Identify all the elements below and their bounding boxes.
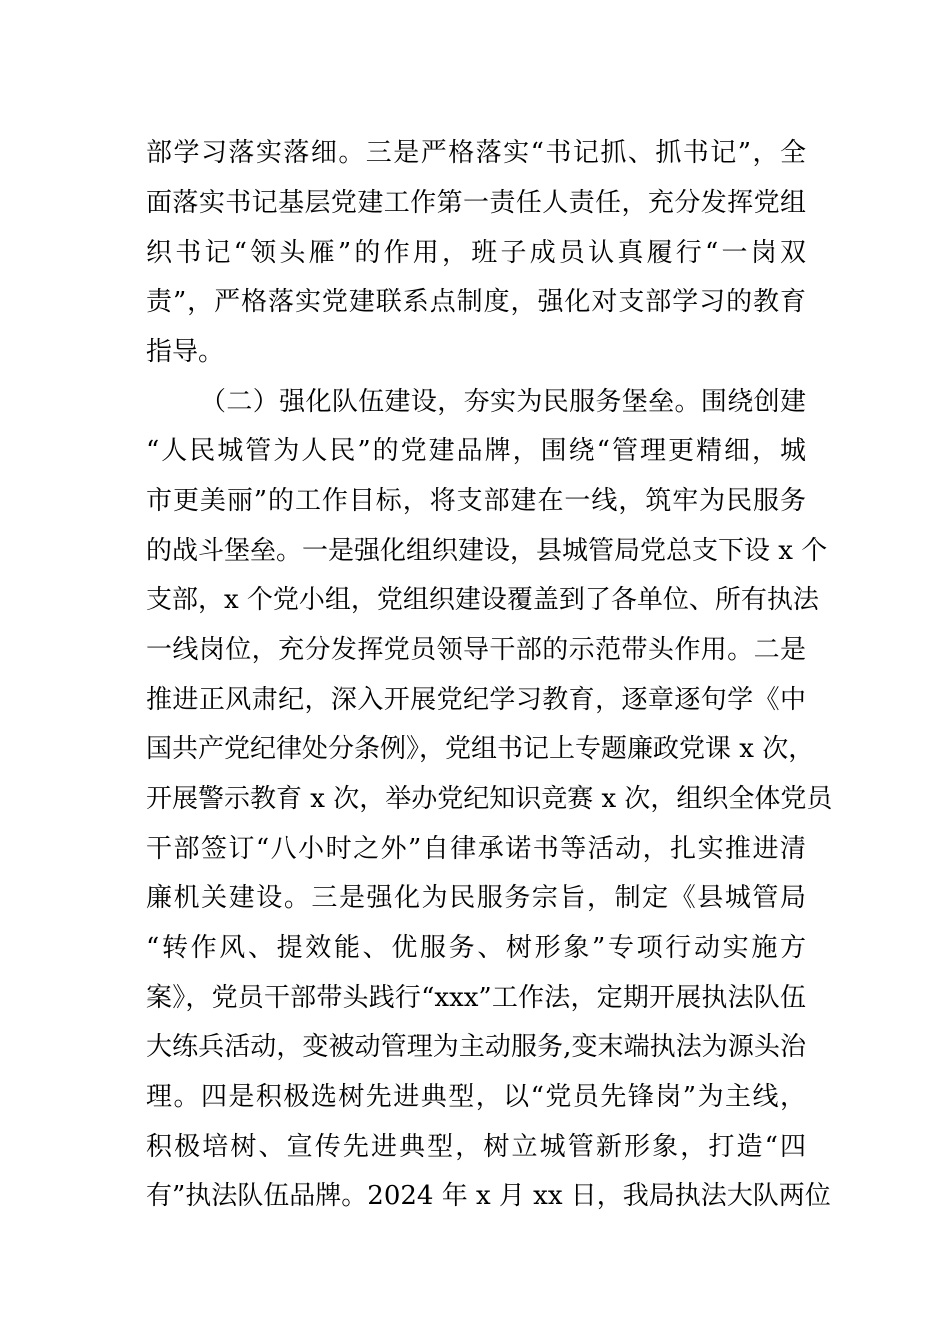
- text-line: 大练兵活动，变被动管理为主动服务,变末端执法为源头治: [146, 1032, 806, 1062]
- text-line: 开展警示教育 x 次，举办党纪知识竞赛 x 次，组织全体党员: [146, 784, 833, 814]
- text-line: 一线岗位，充分发挥党员领导干部的示范带头作用。二是: [146, 635, 806, 665]
- text-line: 市更美丽”的工作目标，将支部建在一线，筑牢为民服务: [146, 486, 806, 516]
- text-line: 织书记“领头雁”的作用，班子成员认真履行“一岗双: [146, 238, 806, 268]
- text-line: 的战斗堡垒。一是强化组织建设，县城管局党总支下设 x 个: [146, 536, 828, 566]
- text-line: 有”执法队伍品牌。2024 年 x 月 xx 日，我局执法大队两位: [146, 1181, 831, 1211]
- text-line: 干部签订“八小时之外”自律承诺书等活动，扎实推进清: [146, 834, 806, 864]
- text-line: 理。四是积极选树先进典型，以“党员先锋岗”为主线，: [146, 1082, 806, 1112]
- text-line: 廉机关建设。三是强化为民服务宗旨，制定《县城管局: [146, 883, 806, 913]
- text-line: 责”，严格落实党建联系点制度，强化对支部学习的教育: [146, 287, 806, 317]
- text-line: 案》，党员干部带头践行“xxx”工作法，定期开展执法队伍: [146, 983, 806, 1013]
- text-line-paragraph-end: 指导。: [146, 337, 225, 367]
- text-line: “人民城管为人民”的党建品牌，围绕“管理更精细，城: [146, 436, 806, 466]
- text-line: “转作风、提效能、优服务、树形象”专项行动实施方: [146, 933, 806, 963]
- text-line: 推进正风肃纪，深入开展党纪学习教育，逐章逐句学《中: [146, 685, 806, 715]
- text-line: 部学习落实落细。三是严格落实“书记抓、抓书记”，全: [146, 138, 806, 168]
- text-line: 支部，x 个党小组，党组织建设覆盖到了各单位、所有执法: [146, 585, 819, 615]
- text-line: 国共产党纪律处分条例》，党组书记上专题廉政党课 x 次，: [146, 734, 815, 764]
- text-line: 面落实书记基层党建工作第一责任人责任，充分发挥党组: [146, 188, 806, 218]
- text-line-section-heading: （二）强化队伍建设，夯实为民服务堡垒。围绕创建: [200, 387, 806, 417]
- text-line: 积极培树、宣传先进典型，树立城管新形象，打造“四: [146, 1132, 806, 1162]
